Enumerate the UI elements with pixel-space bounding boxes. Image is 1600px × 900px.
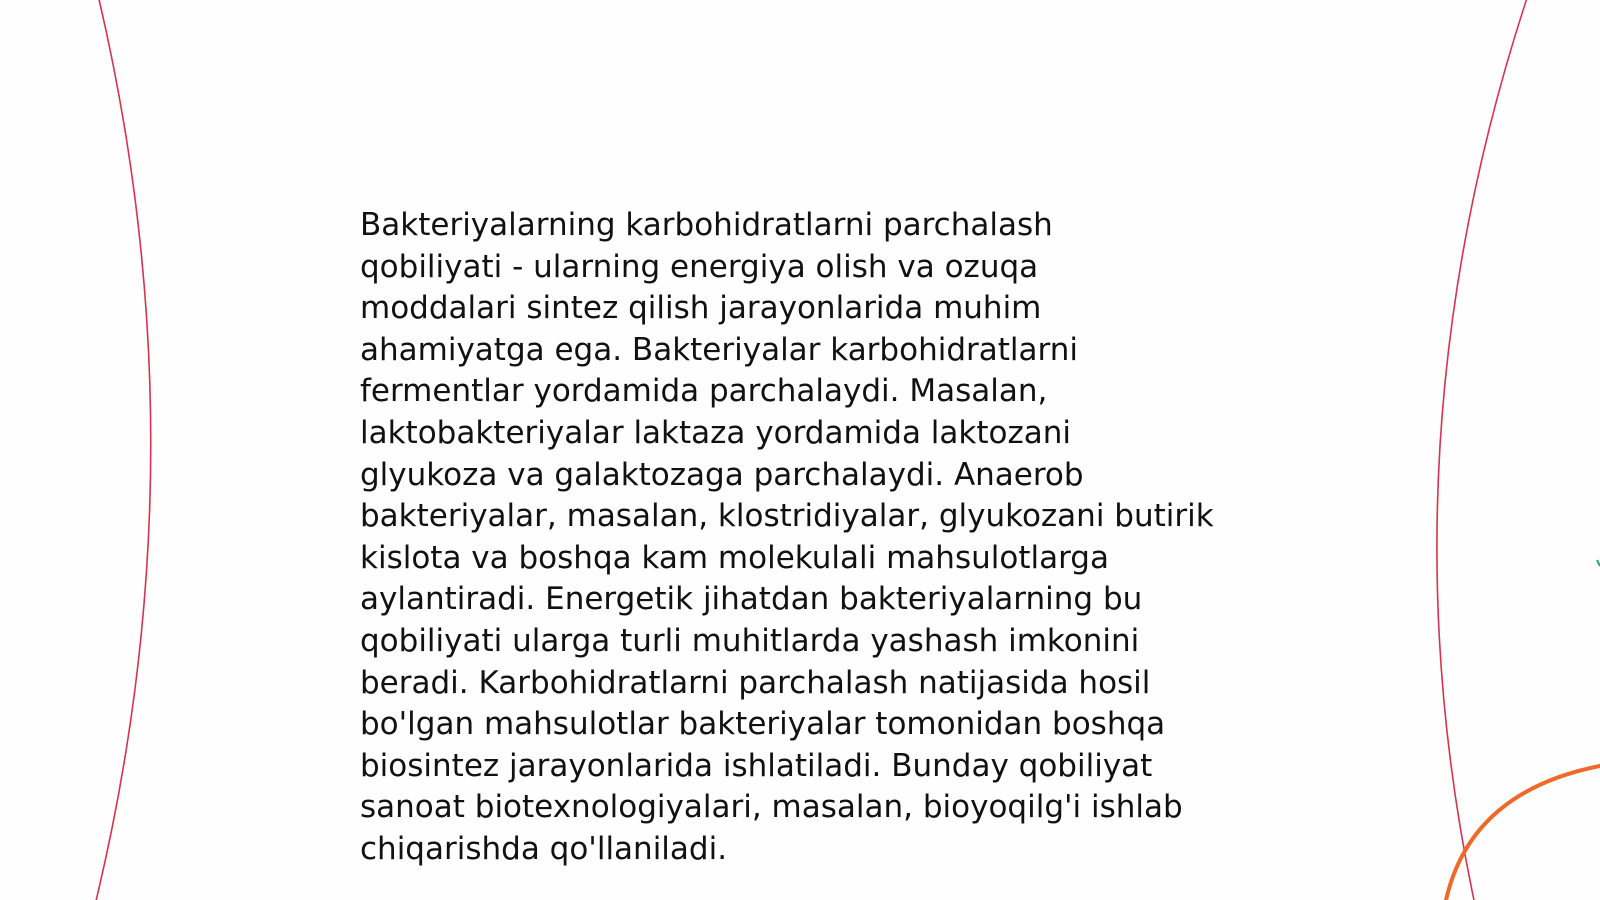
body-paragraph: Bakteriyalarning karbohidratlarni parchalash qobiliyati - ularning energiya olish va ozuqa moddalari sintez qilish jarayonlarida muhim ahamiyatga ega. Bakteriyalar karbohidratlarni fermentlar yordamida parchalaydi. Masalan, laktobakteriyalar laktaza yordamida laktozani glyukoza va galaktozaga parchalaydi. Anaerob bakteriyalar, masalan, klostridiyalar, glyukozani butirik kislota va boshqa kam molekulali mahsulotlarga aylantiradi. Energetik jihatdan bakteriyalarning bu qobiliyati ularga turli muhitlarda yashash imkonini beradi. Karbohidratlarni parchalash natijasida hosil bo'lgan mahsulotlar bakteriyalar tomonidan boshqa biosintez jarayonlarida ishlatiladi. Bunday qobiliyat sanoat biotexnologiyalari, masalan, bioyoqilg'i ishlab chiqarishda qo'llaniladi. bbox=[360, 207, 1214, 867]
right-curve-line bbox=[1437, 0, 1528, 900]
orange-arc bbox=[1445, 765, 1600, 900]
left-curve-line bbox=[95, 0, 151, 900]
